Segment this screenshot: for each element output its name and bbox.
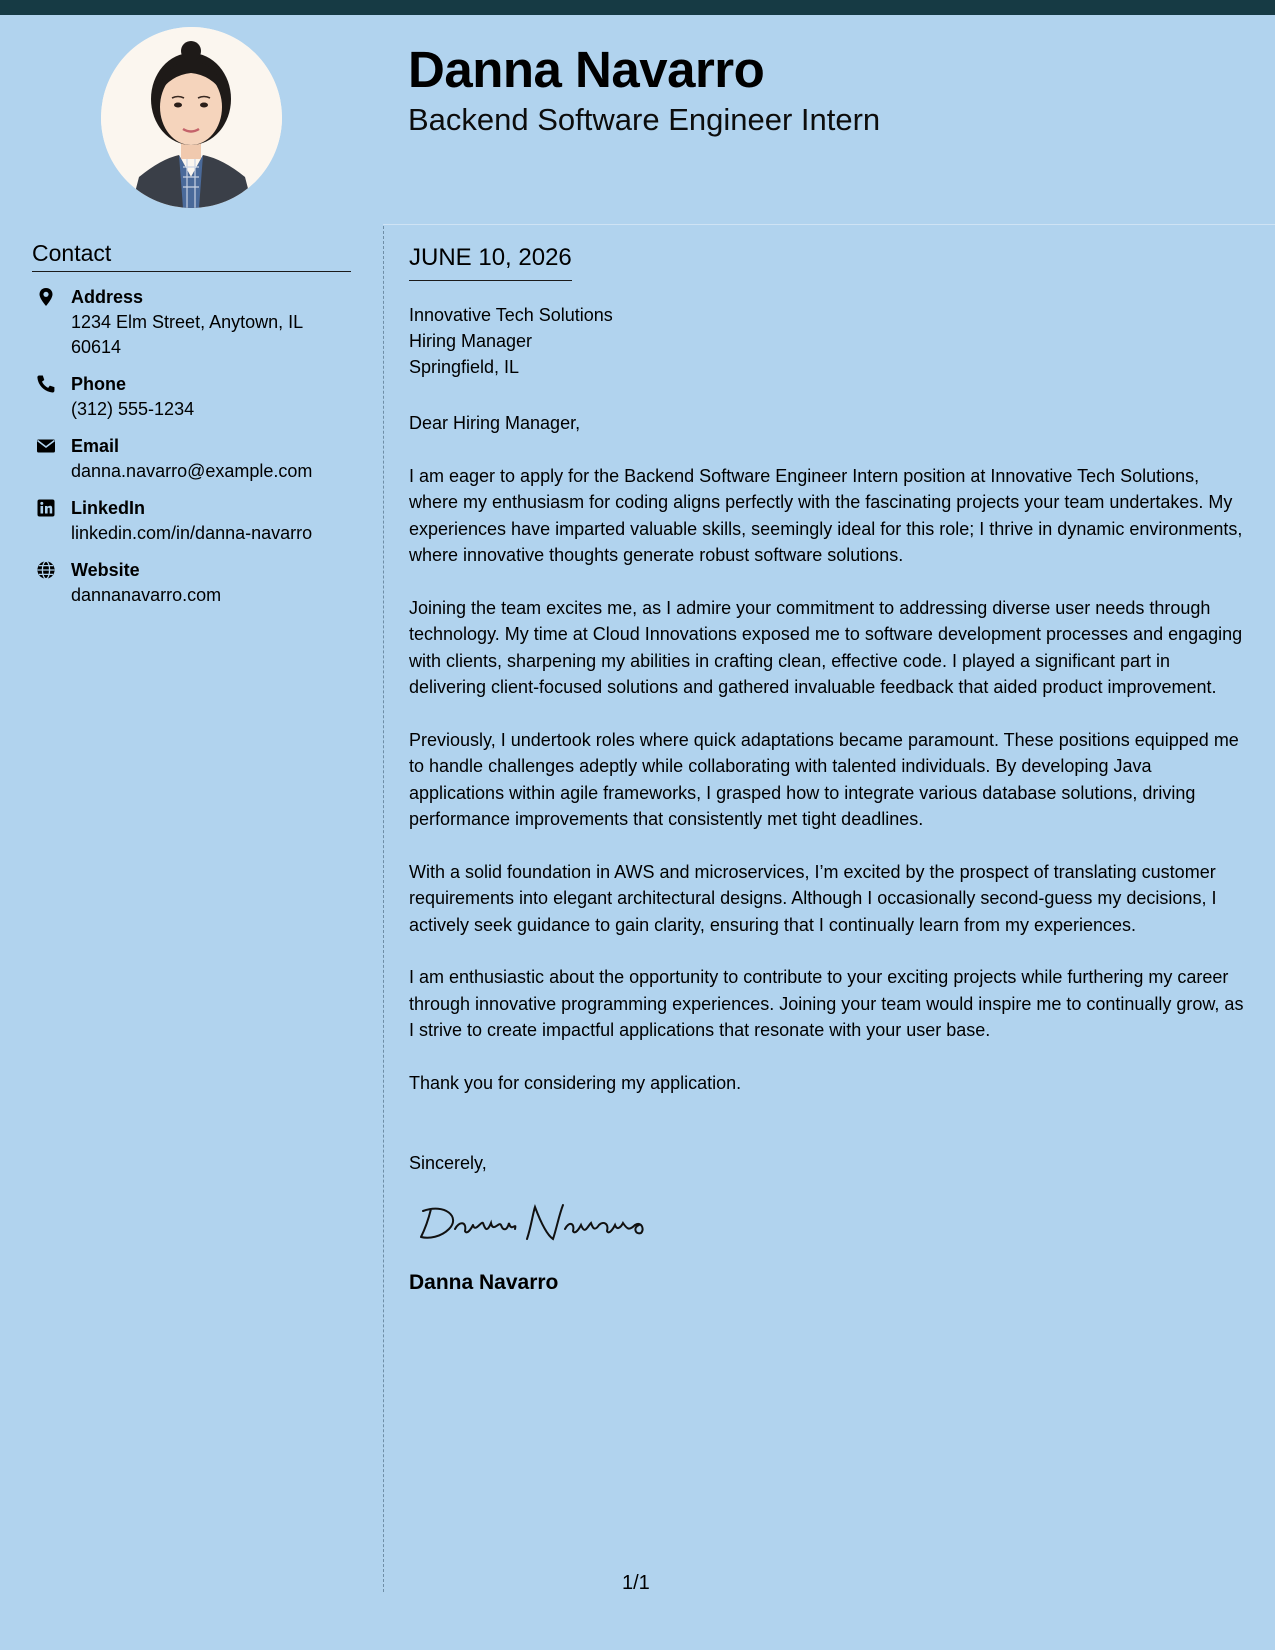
salutation: Dear Hiring Manager,	[409, 413, 581, 433]
contact-item-website	[32, 558, 352, 608]
contact-list	[32, 285, 352, 620]
signature-image	[415, 1199, 1251, 1253]
contact-value[interactable]: dannanavarro.com	[71, 585, 222, 605]
linkedin-icon	[36, 498, 56, 518]
recipient-company: Innovative Tech Solutions	[409, 305, 613, 325]
letter-date: JUNE 10, 2026	[409, 244, 572, 281]
recipient-location: Springfield, IL	[409, 357, 520, 377]
candidate-name: Danna Navarro	[408, 41, 765, 98]
letter-body	[409, 410, 1251, 1295]
contact-heading: Contact	[32, 240, 351, 272]
contact-label: Email	[71, 436, 120, 456]
contact-item-linkedin	[32, 496, 352, 546]
contact-label: Address	[71, 287, 144, 307]
contact-value: 1234 Elm Street, Anytown, IL 60614	[71, 312, 303, 357]
closing: Sincerely,	[409, 1153, 487, 1173]
top-accent-bar	[0, 0, 1275, 15]
column-divider	[383, 226, 384, 1592]
page-number: 1/1	[622, 1572, 650, 1594]
contact-label: LinkedIn	[71, 498, 146, 518]
map-pin-icon	[36, 287, 56, 307]
paragraph: Joining the team excites me, as I admire your commitment to addressing diverse user needs through technology. My time at Cloud Innovations exposed me to software development processes and engaging with clients, sharpening my abilities in crafting clean, effective code. I played a significant part in delivering client-focused solutions and gathered invaluable feedback that aided product improvement.	[409, 597, 1243, 697]
signer-name: Danna Navarro	[409, 1271, 559, 1294]
paragraph: I am enthusiastic about the opportunity to contribute to your exciting projects while furthering my career through innovative programming experiences. Joining your team would inspire me to continually grow, as I strive to create impactful applications that resonate with your user base.	[409, 967, 1244, 1040]
phone-icon	[36, 374, 56, 394]
envelope-icon	[36, 436, 56, 456]
contact-label: Website	[71, 560, 140, 580]
candidate-title: Backend Software Engineer Intern	[408, 102, 881, 137]
paragraph: I am eager to apply for the Backend Software Engineer Intern position at Innovative Tech Solutions, where my enthusiasm for coding aligns perfectly with the fascinating projects your team undertakes. My experiences have imparted valuable skills, seemingly ideal for this role; I thrive in dynamic environments, where innovative thoughts generate robust software solutions.	[409, 465, 1243, 565]
contact-value[interactable]: danna.navarro@example.com	[71, 461, 313, 481]
globe-icon	[36, 560, 56, 580]
contact-value: (312) 555-1234	[71, 399, 195, 419]
paragraph: Previously, I undertook roles where quick adaptations became paramount. These positions equipped me to handle challenges adeptly while collaborating with talented individuals. By developing Java applications within agile frameworks, I grasped how to integrate various database solutions, driving performance improvements that consistently met tight deadlines.	[409, 729, 1239, 829]
header-divider	[383, 224, 1275, 225]
contact-label: Phone	[71, 374, 127, 394]
thanks-line: Thank you for considering my application.	[409, 1072, 742, 1093]
paragraph: With a solid foundation in AWS and microservices, I’m excited by the prospect of translating customer requirements into elegant architectural designs. Although I occasionally second-guess my decisions, I actively seek guidance to gain clarity, ensuring that I continually learn from my experiences.	[409, 861, 1217, 935]
contact-item-address	[32, 285, 352, 360]
contact-item-phone	[32, 372, 352, 422]
recipient-block	[409, 302, 613, 380]
contact-item-email	[32, 434, 352, 484]
contact-value[interactable]: linkedin.com/in/danna-navarro	[71, 523, 313, 543]
avatar	[101, 27, 282, 208]
recipient-role: Hiring Manager	[409, 331, 533, 351]
